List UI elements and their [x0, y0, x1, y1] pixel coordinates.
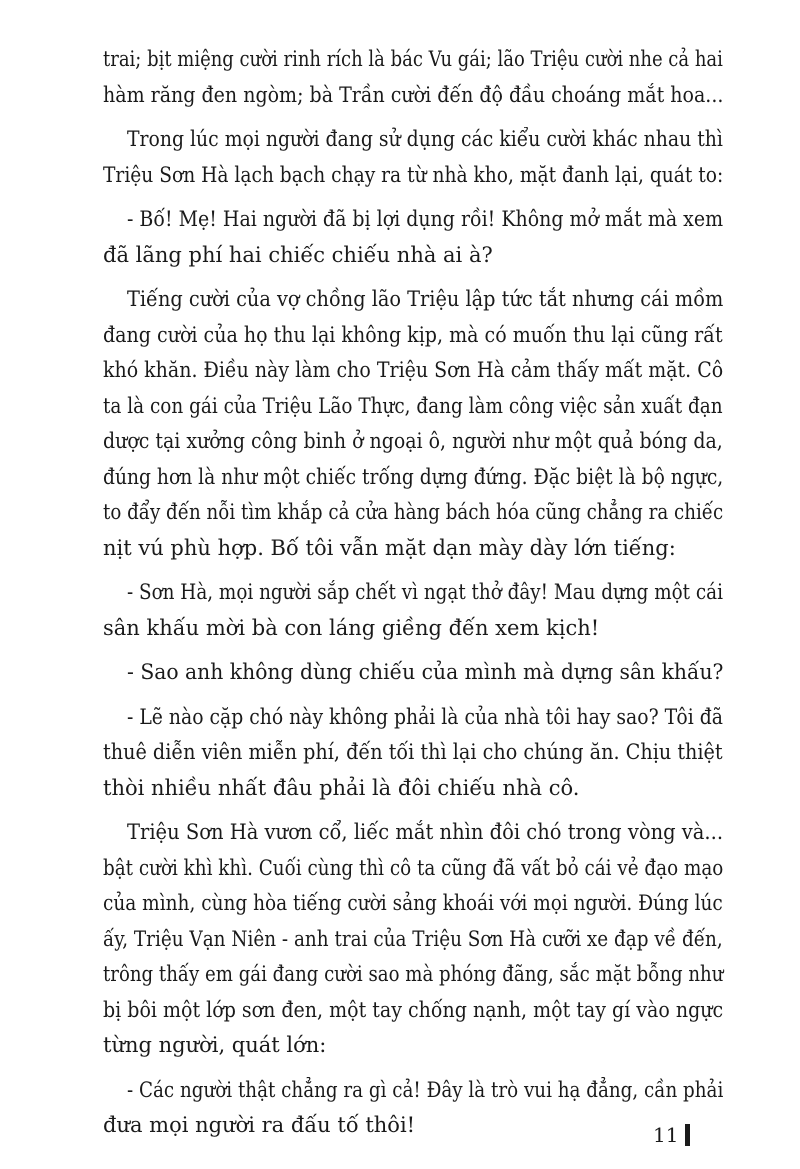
book-page-body	[103, 42, 723, 1153]
text-line: Tiếng cười của vợ chồng lão Triệu lập tức tắt nhưng cái mồm	[127, 287, 724, 311]
text-line: từng người, quát lớn:	[103, 1033, 327, 1057]
text-line: - Sơn Hà, mọi người sắp chết vì ngạt thở đây! Mau dựng một cái	[127, 580, 723, 604]
dialogue-paragraph	[103, 202, 723, 273]
text-line: đã lãng phí hai chiếc chiếu nhà ai à?	[103, 242, 493, 267]
text-line: của mình, cùng hòa tiếng cười sảng khoái với mọi người. Đúng lúc	[103, 891, 723, 915]
text-line: dược tại xưởng công binh ở ngoại ô, người như một quả bóng da,	[103, 429, 723, 453]
paragraph	[103, 815, 723, 1064]
text-line: ấy, Triệu Vạn Niên - anh trai của Triệu Sơn Hà cưỡi xe đạp về đến,	[103, 926, 723, 951]
text-line: thòi nhiều nhất đâu phải là đôi chiếu nhà cô.	[103, 775, 580, 800]
text-line: - Bố! Mẹ! Hai người đã bị lợi dụng rồi! Không mở mắt mà xem	[127, 207, 724, 231]
text-line: sân khấu mời bà con láng giềng đến xem kịch!	[103, 615, 600, 640]
page-number-text: 11	[653, 1123, 679, 1147]
text-line: Triệu Sơn Hà lạch bạch chạy ra từ nhà kho, mặt đanh lại, quát to:	[103, 162, 724, 187]
text-line: trông thấy em gái đang cười sao mà phóng đãng, sắc mặt bỗng như	[103, 962, 724, 986]
text-line: - Sao anh không dùng chiếu của mình mà dựng sân khấu?	[127, 660, 724, 684]
paragraph	[103, 282, 723, 566]
text-line: to đẩy đến nỗi tìm khắp cả cửa hàng bách hóa cũng chẳng ra chiếc	[103, 500, 724, 524]
paragraph-continuation	[103, 42, 723, 113]
text-line: bị bôi một lớp sơn đen, một tay chống nạnh, một tay gí vào ngực	[103, 997, 724, 1022]
text-line: - Các người thật chẳng ra gì cả! Đây là trò vui hạ đẳng, cần phải	[127, 1077, 724, 1102]
dialogue-paragraph	[103, 1073, 723, 1144]
dialogue-paragraph	[103, 575, 723, 646]
text-line: đang cười của họ thu lại không kịp, mà có muốn thu lại cũng rất	[103, 322, 723, 347]
text-line: nịt vú phù hợp. Bố tôi vẫn mặt dạn mày dày lớn tiếng:	[103, 535, 676, 560]
text-line: ta là con gái của Triệu Lão Thực, đang làm công việc sản xuất đạn	[103, 393, 723, 418]
page-number	[653, 1123, 690, 1147]
text-line: khó khăn. Điều này làm cho Triệu Sơn Hà cảm thấy mất mặt. Cô	[103, 358, 724, 382]
text-line: hàm răng đen ngòm; bà Trần cười đến độ đầu choáng mắt hoa...	[103, 82, 724, 107]
text-line: trai; bịt miệng cười rinh rích là bác Vu gái; lão Triệu cười nhe cả hai	[103, 47, 723, 71]
page-number-bar	[685, 1124, 690, 1146]
dialogue-paragraph	[103, 655, 723, 691]
text-line: Triệu Sơn Hà vươn cổ, liếc mắt nhìn đôi chó trong vòng và...	[127, 820, 724, 844]
text-line: đưa mọi người ra đấu tố thôi!	[103, 1113, 416, 1137]
paragraph	[103, 122, 723, 193]
dialogue-paragraph	[103, 700, 723, 807]
text-line: đúng hơn là như một chiếc trống dựng đứng. Đặc biệt là bộ ngực,	[103, 464, 724, 489]
text-line: Trong lúc mọi người đang sử dụng các kiểu cười khác nhau thì	[127, 127, 723, 151]
text-line: bật cười khì khì. Cuối cùng thì cô ta cũng đã vất bỏ cái vẻ đạo mạo	[103, 855, 724, 880]
text-line: - Lẽ nào cặp chó này không phải là của nhà tôi hay sao? Tôi đã	[127, 704, 723, 729]
text-line: thuê diễn viên miễn phí, đến tối thì lại cho chúng ăn. Chịu thiệt	[103, 740, 723, 764]
